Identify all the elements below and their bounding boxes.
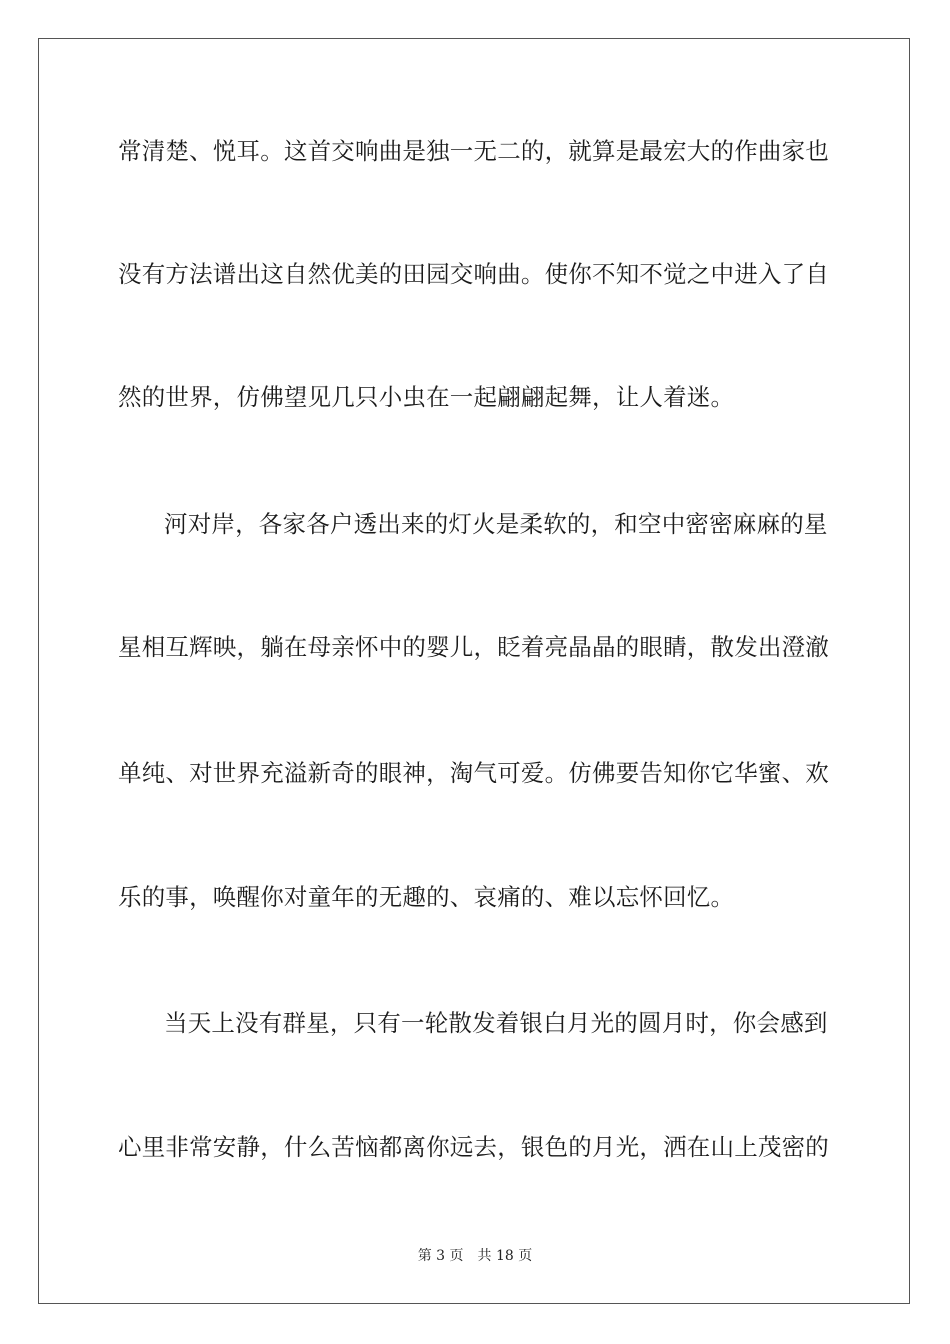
page-footer xyxy=(0,1246,950,1266)
total-pages: 共 18 页 xyxy=(477,1248,533,1264)
text-line-2: 没有方法谱出这自然优美的田园交响曲。使你不知不觉之中进入了自 xyxy=(118,260,829,288)
text-line-3: 然的世界，仿佛望见几只小虫在一起翩翩起舞，让人着迷。 xyxy=(118,383,735,411)
page-border xyxy=(38,38,910,1304)
text-line-8: 当天上没有群星，只有一轮散发着银白月光的圆月时，你会感到 xyxy=(164,1009,828,1037)
page-number: 第 3 页 xyxy=(417,1248,464,1264)
text-line-1: 常清楚、悦耳。这首交响曲是独一无二的，就算是最宏大的作曲家也 xyxy=(118,137,829,165)
text-line-4: 河对岸，各家各户透出来的灯火是柔软的，和空中密密麻麻的星 xyxy=(164,510,828,538)
text-line-9: 心里非常安静，什么苦恼都离你远去，银色的月光，洒在山上茂密的 xyxy=(118,1133,829,1161)
text-line-6: 单纯、对世界充溢新奇的眼神，淘气可爱。仿佛要告知你它华蜜、欢 xyxy=(118,759,829,787)
text-line-7: 乐的事，唤醒你对童年的无趣的、哀痛的、难以忘怀回忆。 xyxy=(118,883,735,911)
text-line-5: 星相互辉映，躺在母亲怀中的婴儿，眨着亮晶晶的眼睛，散发出澄澈 xyxy=(118,633,829,661)
